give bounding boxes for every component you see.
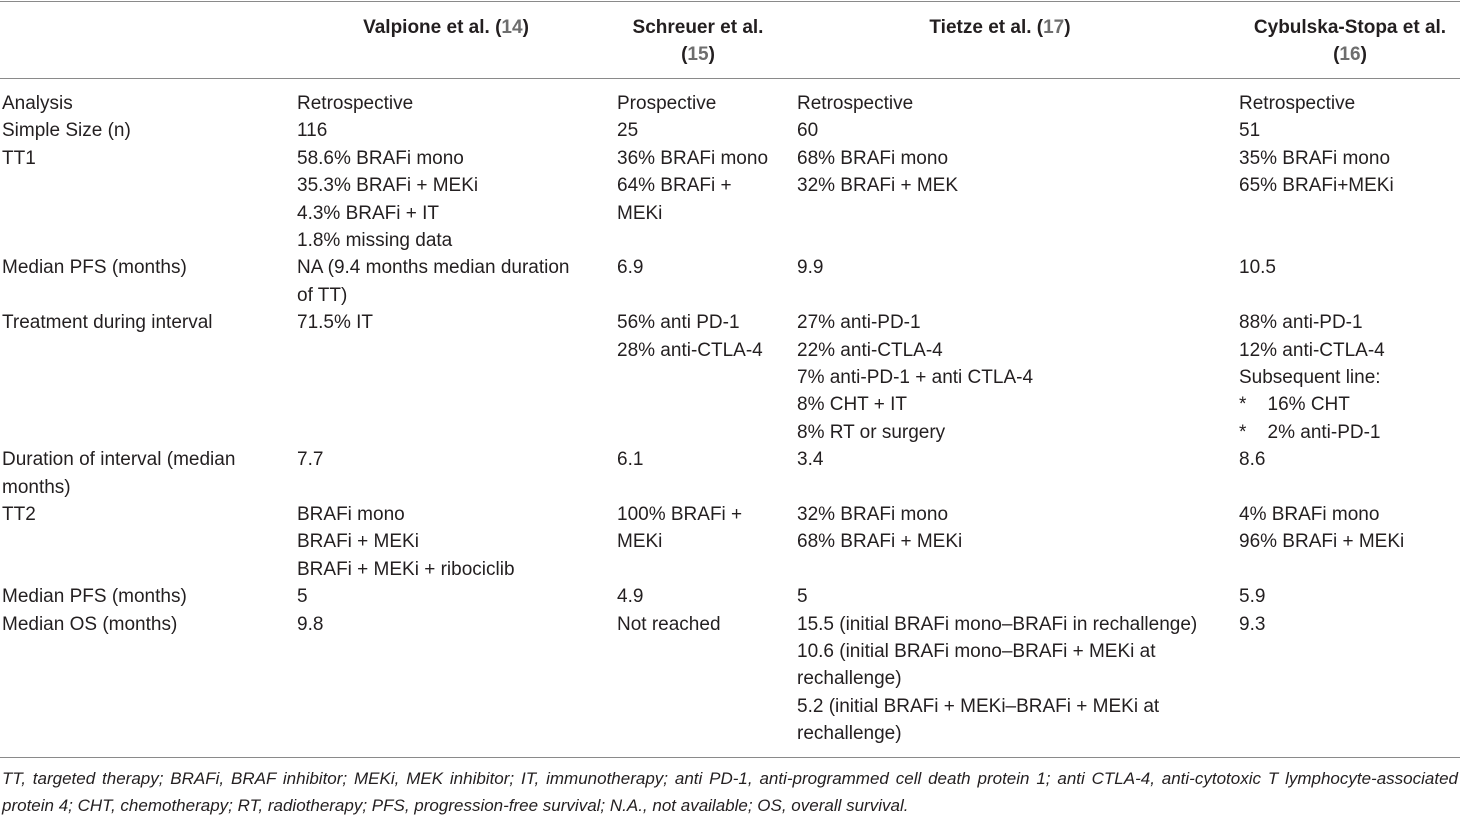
table-cell: 6.1 — [617, 449, 644, 471]
row-label: Treatment during interval — [2, 312, 213, 334]
table-cell: 9.3 — [1239, 613, 1266, 635]
row-label: Median OS (months) — [2, 613, 178, 635]
table-cell: Retrospective — [1239, 93, 1356, 114]
row-label: TT2 — [2, 504, 36, 525]
bottom-rule — [0, 757, 1460, 758]
row-label: Duration of interval (median — [2, 449, 236, 471]
row-label: Analysis — [2, 93, 73, 114]
table-cell: 25 — [617, 120, 639, 142]
table-cell: BRAFi + MEKi + ribociclib — [297, 558, 515, 580]
header-name: Cybulska-Stopa et al. — [1253, 17, 1447, 38]
table-cell: NA (9.4 months median duration — [297, 257, 570, 279]
table-cell: 35.3% BRAFi + MEKi — [297, 175, 479, 197]
header-close: ) — [708, 44, 715, 65]
header-name: Valpione et al. ( — [363, 17, 502, 38]
table-cell: 71.5% IT — [297, 312, 374, 334]
table-cell: 22% anti-CTLA-4 — [797, 339, 943, 361]
table-cell: BRAFi + MEKi — [297, 531, 419, 553]
table-cell: 3.4 — [797, 449, 824, 471]
table-cell: 8% RT or surgery — [797, 421, 946, 443]
table-cell: 10.5 — [1239, 257, 1276, 279]
row-label: Median PFS (months) — [2, 257, 187, 279]
table-cell: 4.3% BRAFi + IT — [297, 202, 440, 224]
table-cell: 7% anti-PD-1 + anti CTLA-4 — [797, 367, 1034, 388]
row-label: Median PFS (months) — [2, 586, 187, 608]
header-name: Schreuer et al. — [632, 17, 764, 38]
header-ref[interactable]: 17 — [1043, 17, 1065, 38]
table-cell: 1.8% missing data — [297, 230, 453, 251]
header-close: ) — [522, 17, 529, 38]
table-cell: Subsequent line: — [1239, 367, 1381, 388]
table-cell: Retrospective — [297, 93, 414, 114]
table-cell: 51 — [1239, 120, 1261, 142]
header-close: ) — [1360, 44, 1367, 65]
row-label: months) — [2, 476, 71, 498]
table-cell: 9.9 — [797, 257, 824, 279]
table-footnote: TT, targeted therapy; BRAFi, BRAF inhibitor; MEKi, MEK inhibitor; IT, immunotherapy; anti PD-1, anti-programmed cell death protein 1; anti CTLA-4, anti-cytotoxic T lymphocyte-associated protein 4; CHT, chemotherapy; RT, radiotherapy; PFS, progression-free survival; N.A., not available; OS, overall survival. — [2, 769, 1458, 815]
table-cell: MEKi — [617, 202, 663, 224]
table-cell: 12% anti-CTLA-4 — [1239, 339, 1385, 361]
table-cell: 4% BRAFi mono — [1239, 504, 1380, 525]
table-cell: of TT) — [297, 284, 348, 306]
header-ref[interactable]: 16 — [1339, 44, 1361, 65]
table-cell: 68% BRAFi + MEKi — [797, 531, 963, 553]
table-cell: 88% anti-PD-1 — [1239, 312, 1363, 334]
table-cell: 68% BRAFi mono — [797, 147, 949, 169]
table-cell: 36% BRAFi mono — [617, 147, 769, 169]
table-cell: * 16% CHT — [1239, 394, 1350, 416]
table-cell: 10.6 (initial BRAFi mono–BRAFi + MEKi at — [797, 641, 1156, 662]
table-cell: 64% BRAFi + — [617, 175, 732, 197]
table-cell: 7.7 — [297, 449, 324, 471]
header-rule — [0, 78, 1460, 79]
header-tietze — [850, 14, 1150, 41]
table-cell: 116 — [297, 120, 328, 142]
table-cell: 5 — [297, 586, 308, 608]
table-cell: rechallenge) — [797, 668, 902, 690]
table-cell: 28% anti-CTLA-4 — [617, 339, 763, 361]
table-cell: 32% BRAFi mono — [797, 504, 949, 525]
table-cell: rechallenge) — [797, 723, 902, 745]
header-name: Tietze et al. ( — [929, 17, 1044, 38]
table-cell: Prospective — [617, 93, 717, 114]
row-label: Simple Size (n) — [2, 120, 131, 142]
table-cell: 27% anti-PD-1 — [797, 312, 921, 334]
header-cybulska — [1230, 14, 1460, 68]
table-cell: 4.9 — [617, 586, 644, 608]
table-cell: 9.8 — [297, 613, 324, 635]
table-cell: 58.6% BRAFi mono — [297, 147, 464, 169]
table-cell: 100% BRAFi + — [617, 504, 743, 525]
header-ref[interactable]: 15 — [687, 44, 709, 65]
row-label: TT1 — [2, 147, 36, 169]
table-cell: 5.2 (initial BRAFi + MEKi–BRAFi + MEKi at — [797, 695, 1160, 717]
header-close: ) — [1064, 17, 1071, 38]
top-rule — [0, 1, 1460, 2]
table-cell: 32% BRAFi + MEK — [797, 175, 959, 197]
table-cell: Not reached — [617, 613, 721, 635]
table-cell: 35% BRAFi mono — [1239, 147, 1391, 169]
header-open: ( — [1333, 44, 1340, 65]
table-cell: 8% CHT + IT — [797, 394, 907, 416]
table-cell: 6.9 — [617, 257, 644, 279]
header-schreuer — [610, 14, 786, 68]
header-valpione — [296, 14, 596, 41]
table-cell: 8.6 — [1239, 449, 1266, 471]
table-cell: Retrospective — [797, 93, 914, 114]
table-cell: BRAFi mono — [297, 504, 405, 525]
table-cell: * 2% anti-PD-1 — [1239, 421, 1381, 443]
table-cell: 5.9 — [1239, 586, 1266, 608]
table-cell: MEKi — [617, 531, 663, 553]
table-cell: 60 — [797, 120, 819, 142]
table-cell: 96% BRAFi + MEKi — [1239, 531, 1405, 553]
header-open: ( — [681, 44, 688, 65]
table-cell: 15.5 (initial BRAFi mono–BRAFi in rechallenge) — [797, 613, 1198, 635]
header-ref[interactable]: 14 — [501, 17, 523, 38]
table-cell: 56% anti PD-1 — [617, 312, 740, 334]
table-cell: 65% BRAFi+MEKi — [1239, 175, 1394, 197]
table-cell: 5 — [797, 586, 808, 608]
